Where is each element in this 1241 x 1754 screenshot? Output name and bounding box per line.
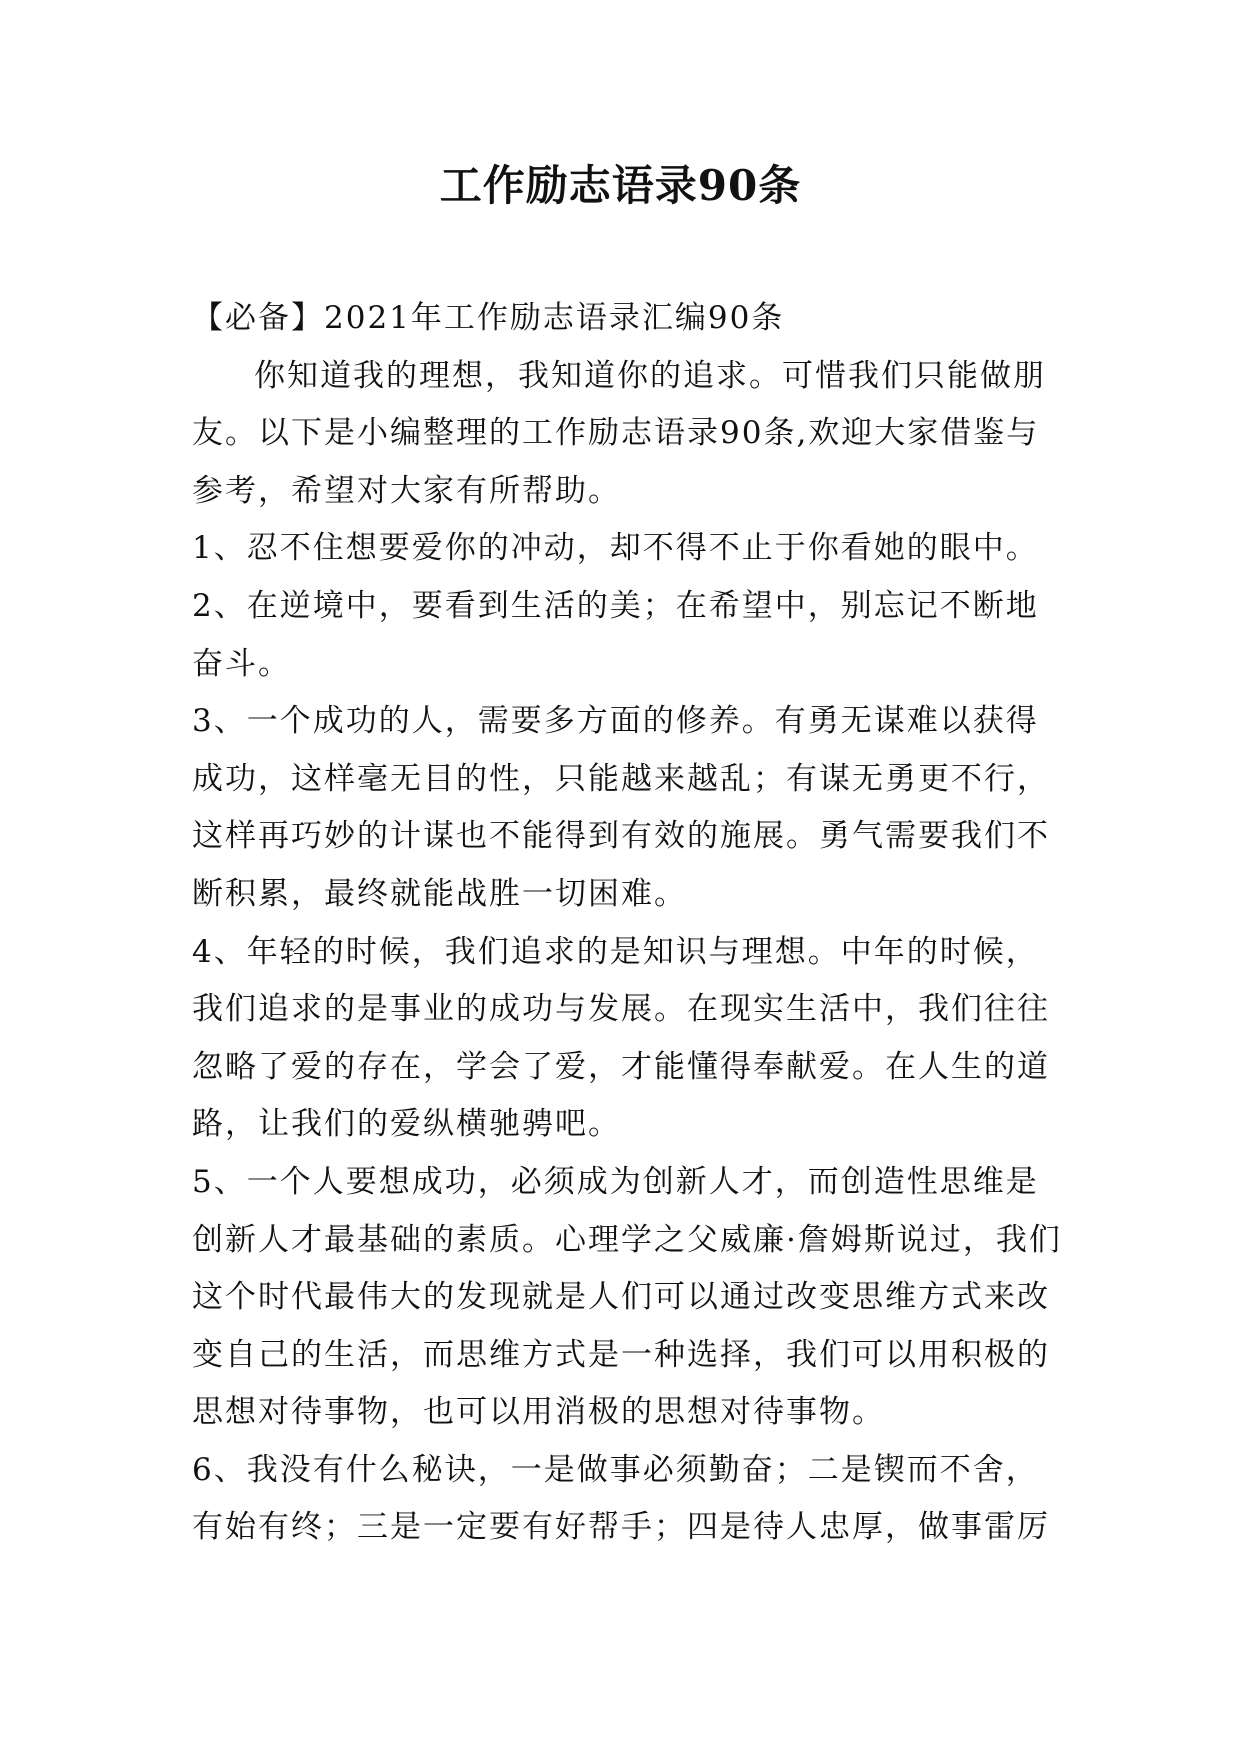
list-item: 4、年轻的时候，我们追求的是知识与理想。中年的时候，我们追求的是事业的成功与发展。在现实生活中，我们往往忽略了爱的存在，学会了爱，才能懂得奉献爱。在人生的道路，让我们的爱纵横驰骋吧。 (192, 933, 1050, 1143)
document-body (192, 290, 1062, 1557)
list-item: 1、忍不住想要爱你的冲动，却不得不止于你看她的眼中。 (192, 530, 1039, 567)
document-title: 工作励志语录90条 (439, 161, 802, 210)
document-subtitle: 【必备】2021年工作励志语录汇编90条 (192, 300, 785, 336)
list-item: 3、一个成功的人，需要多方面的修养。有勇无谋难以获得成功，这样毫无目的性，只能越来越乱；有谋无勇更不行，这样再巧妙的计谋也不能得到有效的施展。勇气需要我们不断积累，最终就能战胜一切困难。 (192, 703, 1050, 912)
list-item: 6、我没有什么秘诀，一是做事必须勤奋；二是锲而不舍，有始有终；三是一定要有好帮手；四是待人忠厚，做事雷厉 (192, 1451, 1050, 1546)
list-item: 5、一个人要想成功，必须成为创新人才，而创造性思维是创新人才最基础的素质。心理学之父威廉·詹姆斯说过，我们这个时代最伟大的发现就是人们可以通过改变思维方式来改变自己的生活，而思维方式是一种选择，我们可以用积极的思想对待事物，也可以用消极的思想对待事物。 (192, 1163, 1062, 1431)
list-item: 2、在逆境中，要看到生活的美；在希望中，别忘记不断地奋斗。 (192, 587, 1039, 682)
intro-paragraph: 你知道我的理想，我知道你的追求。可惜我们只能做朋友。以下是小编整理的工作励志语录90条,欢迎大家借鉴与参考，希望对大家有所帮助。 (192, 357, 1046, 509)
